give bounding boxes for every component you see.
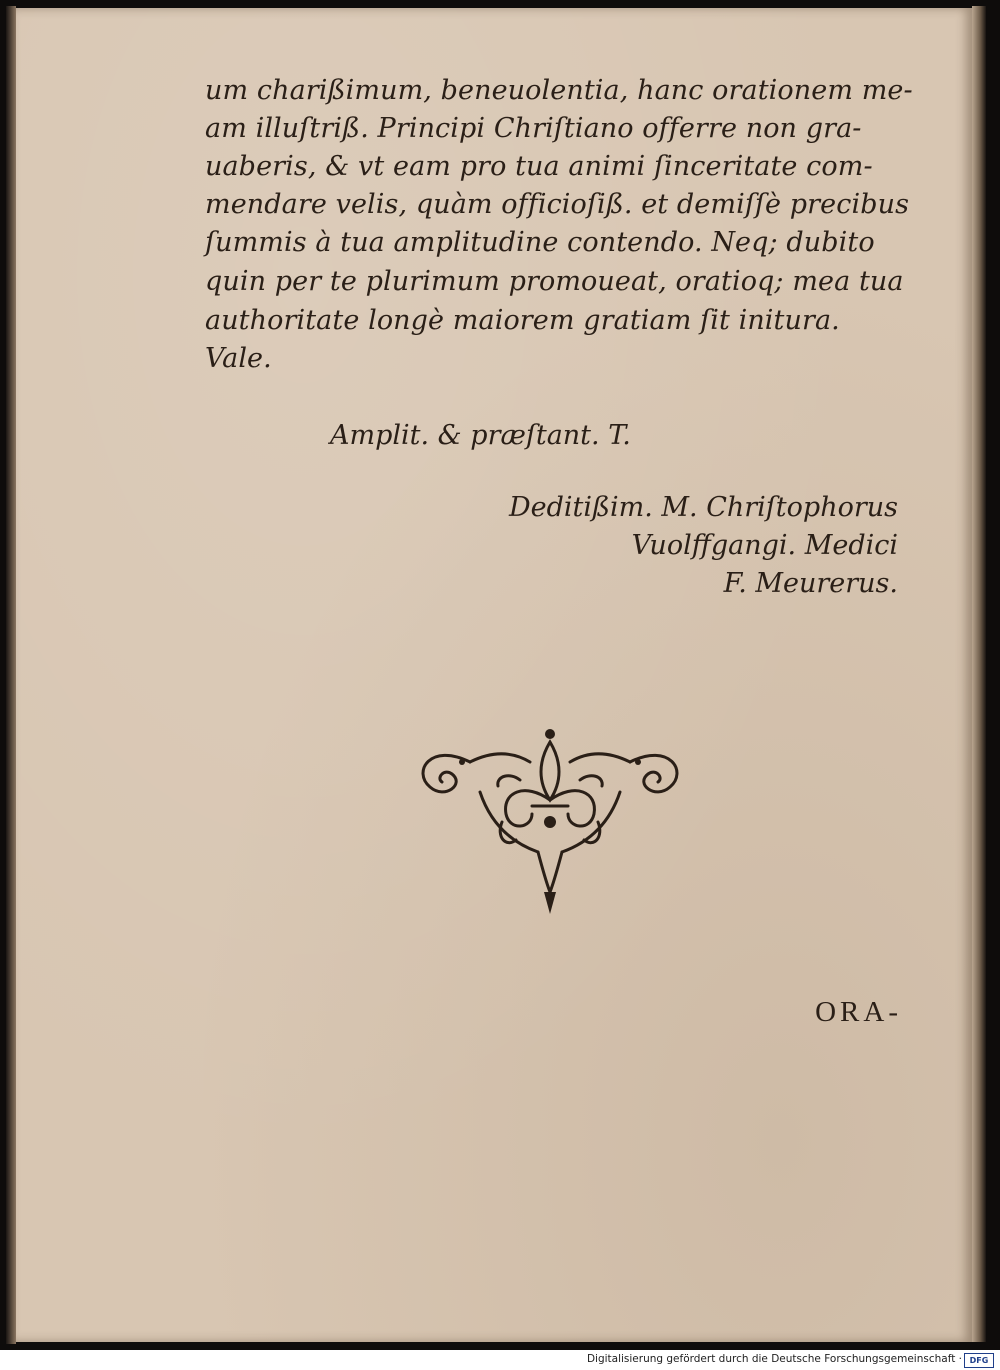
closing-salutation: Amplit. & præſtant. T. (330, 420, 631, 451)
signature-line-1: Deditißim. M. Chriſtophorus (508, 492, 898, 523)
signature-line-3: F. Meurerus. (723, 568, 898, 599)
funding-notice: Digitalisierung gefördert durch die Deutsche Forschungsgemeinschaft · (586, 1353, 962, 1365)
signature-line-2: Vuolffgangi. Medici (631, 530, 898, 561)
body-line-4: mendare velis, quàm officioſiß. et demiſſè precibus (205, 189, 910, 220)
body-line-7: authoritate longè maiorem gratiam ſit initura. (205, 305, 840, 336)
body-line-3: uaberis, & vt eam pro tua animi ſinceritate com- (205, 151, 873, 182)
page-left-edge (6, 6, 16, 1344)
body-line-1: um charißimum, beneuolentia, hanc orationem me- (205, 75, 913, 106)
body-line-2: am illuſtriß. Principi Chriſtiano offerre non gra- (205, 113, 862, 144)
body-line-5: ſummis à tua amplitudine contendo. Neq; dubito (205, 227, 875, 258)
fleuron-ornament-icon (410, 722, 690, 917)
footer-bar (0, 1350, 1000, 1370)
body-line-8: Vale. (205, 343, 272, 374)
dfg-logo: DFG (964, 1353, 994, 1368)
body-line-6: quin per te plurimum promoueat, oratioq; mea tua (205, 266, 904, 297)
page-right-edge (972, 6, 986, 1342)
catchword: ORA- (815, 996, 902, 1028)
